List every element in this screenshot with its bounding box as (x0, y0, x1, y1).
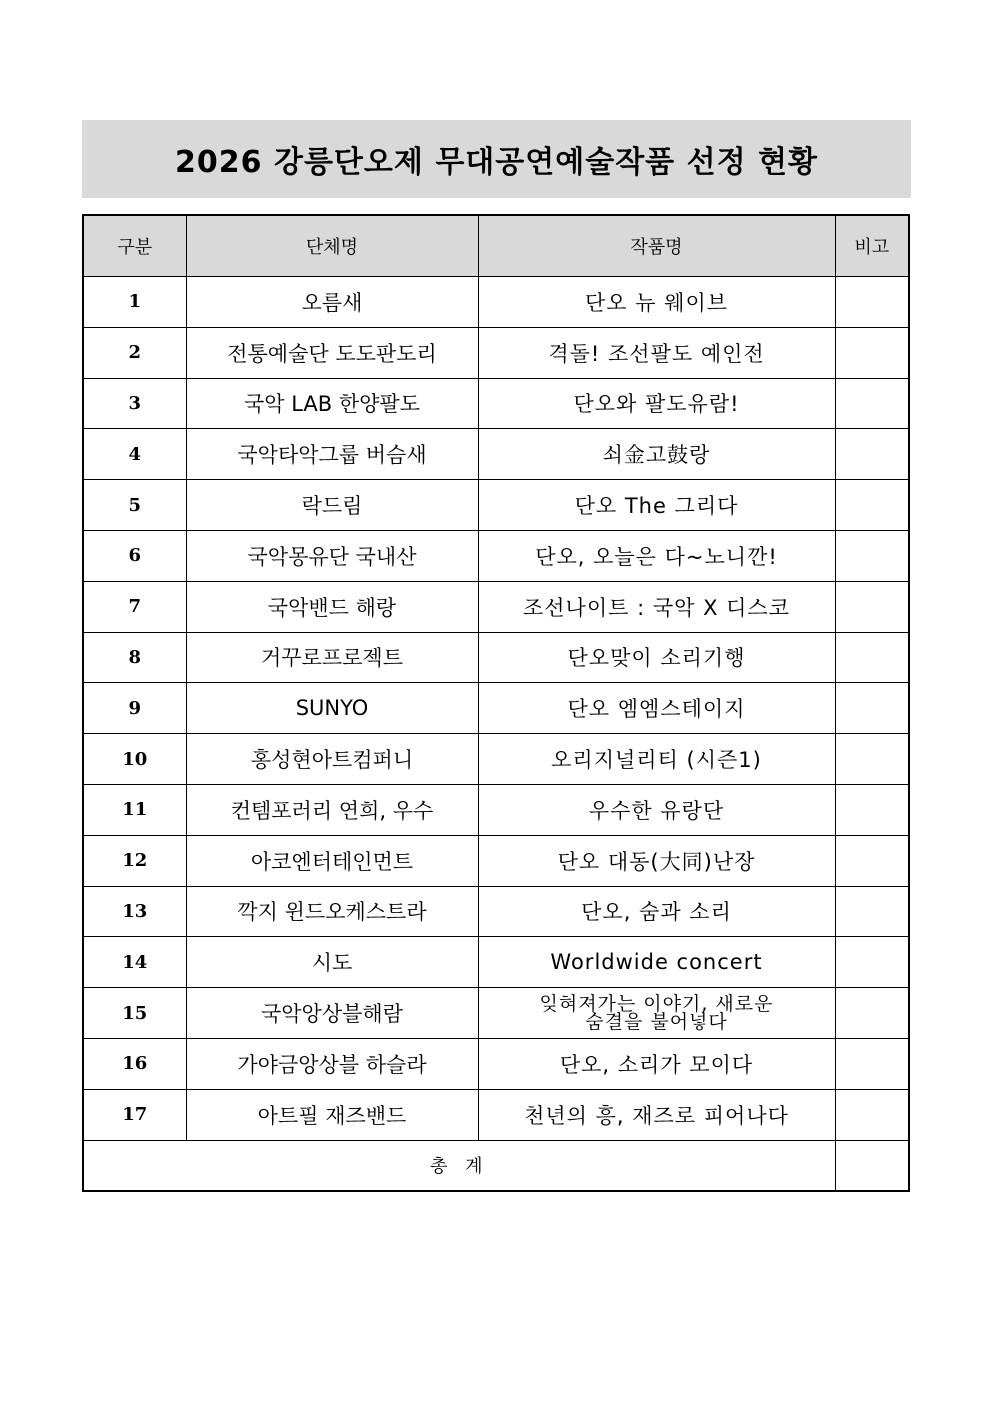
header-work: 작품명 (478, 215, 835, 277)
row-note (835, 886, 909, 937)
table-row (83, 581, 909, 632)
row-work: 단오, 숨과 소리 (478, 886, 835, 937)
row-note (835, 1089, 909, 1140)
row-note (835, 835, 909, 886)
row-no: 1 (83, 277, 186, 328)
row-group: 락드림 (186, 480, 478, 531)
row-work: 단오, 소리가 모이다 (478, 1038, 835, 1089)
row-no: 14 (83, 937, 186, 988)
header-no: 구분 (83, 215, 186, 277)
table-row (83, 378, 909, 429)
header-row (83, 215, 909, 277)
row-note (835, 1038, 909, 1089)
table-row (83, 277, 909, 328)
table-row (83, 327, 909, 378)
row-work: 단오 뉴 웨이브 (478, 277, 835, 328)
row-no: 15 (83, 988, 186, 1039)
row-no: 5 (83, 480, 186, 531)
row-work: 단오 The 그리다 (478, 480, 835, 531)
row-note (835, 327, 909, 378)
row-note (835, 429, 909, 480)
row-group: 국악밴드 해랑 (186, 581, 478, 632)
row-work: 단오 대동(大同)난장 (478, 835, 835, 886)
row-group: 전통예술단 도도판도리 (186, 327, 478, 378)
row-note (835, 784, 909, 835)
row-group: 가야금앙상블 하슬라 (186, 1038, 478, 1089)
table-row (83, 1089, 909, 1140)
row-no: 16 (83, 1038, 186, 1089)
row-group: 국악몽유단 국내산 (186, 530, 478, 581)
row-work: 단오 엠엠스테이지 (478, 683, 835, 734)
row-work-line-2: 숨결을 불어넣다 (585, 1011, 728, 1034)
table-row (83, 835, 909, 886)
row-work: 천년의 흥, 재즈로 피어나다 (478, 1089, 835, 1140)
row-work: 격돌! 조선팔도 예인전 (478, 327, 835, 378)
row-no: 9 (83, 683, 186, 734)
row-work: Worldwide concert (478, 937, 835, 988)
row-work: 오리지널리티 (시즌1) (478, 734, 835, 785)
row-no: 8 (83, 632, 186, 683)
table-row (83, 886, 909, 937)
row-group: 국악타악그룹 버슴새 (186, 429, 478, 480)
row-note (835, 480, 909, 531)
table-row (83, 632, 909, 683)
table-row (83, 734, 909, 785)
table-row (83, 480, 909, 531)
row-work: 조선나이트 : 국악 X 디스코 (478, 581, 835, 632)
row-no: 2 (83, 327, 186, 378)
table-row (83, 988, 909, 1039)
row-note (835, 378, 909, 429)
row-group: 아트필 재즈밴드 (186, 1089, 478, 1140)
table-row (83, 429, 909, 480)
row-note (835, 988, 909, 1039)
row-no: 7 (83, 581, 186, 632)
row-no: 12 (83, 835, 186, 886)
row-work (478, 988, 835, 1039)
row-work: 쇠金고鼓랑 (478, 429, 835, 480)
row-note (835, 277, 909, 328)
row-group: 홍성현아트컴퍼니 (186, 734, 478, 785)
header-note: 비고 (835, 215, 909, 277)
page-title: 2026 강릉단오제 무대공연예술작품 선정 현황 (175, 145, 818, 180)
row-no: 11 (83, 784, 186, 835)
row-work: 단오맞이 소리기행 (478, 632, 835, 683)
total-value (835, 1140, 909, 1191)
row-note (835, 530, 909, 581)
row-group: 컨템포러리 연희, 우수 (186, 784, 478, 835)
row-no: 4 (83, 429, 186, 480)
row-group: 아코엔터테인먼트 (186, 835, 478, 886)
row-work: 단오, 오늘은 다~노니깐! (478, 530, 835, 581)
table-row (83, 683, 909, 734)
total-label: 총 계 (83, 1140, 835, 1191)
row-no: 10 (83, 734, 186, 785)
table-row (83, 937, 909, 988)
header-group: 단체명 (186, 215, 478, 277)
row-work: 단오와 팔도유람! (478, 378, 835, 429)
row-group: 깍지 윈드오케스트라 (186, 886, 478, 937)
row-no: 6 (83, 530, 186, 581)
row-note (835, 632, 909, 683)
table-row (83, 1038, 909, 1089)
row-note (835, 581, 909, 632)
row-no: 3 (83, 378, 186, 429)
row-no: 17 (83, 1089, 186, 1140)
row-no: 13 (83, 886, 186, 937)
table-row (83, 784, 909, 835)
row-group: 거꾸로프로젝트 (186, 632, 478, 683)
row-note (835, 734, 909, 785)
table-row (83, 530, 909, 581)
row-group: 시도 (186, 937, 478, 988)
row-group: 오름새 (186, 277, 478, 328)
row-note (835, 683, 909, 734)
row-group: SUNYO (186, 683, 478, 734)
row-group: 국악 LAB 한양팔도 (186, 378, 478, 429)
row-group: 국악앙상블해람 (186, 988, 478, 1039)
row-work: 우수한 유랑단 (478, 784, 835, 835)
row-note (835, 937, 909, 988)
row-work-line-1: 잊혀져가는 이야기, 새로운 (539, 993, 774, 1016)
total-row (83, 1140, 909, 1191)
title-banner (82, 120, 911, 198)
selection-table (82, 214, 910, 1192)
